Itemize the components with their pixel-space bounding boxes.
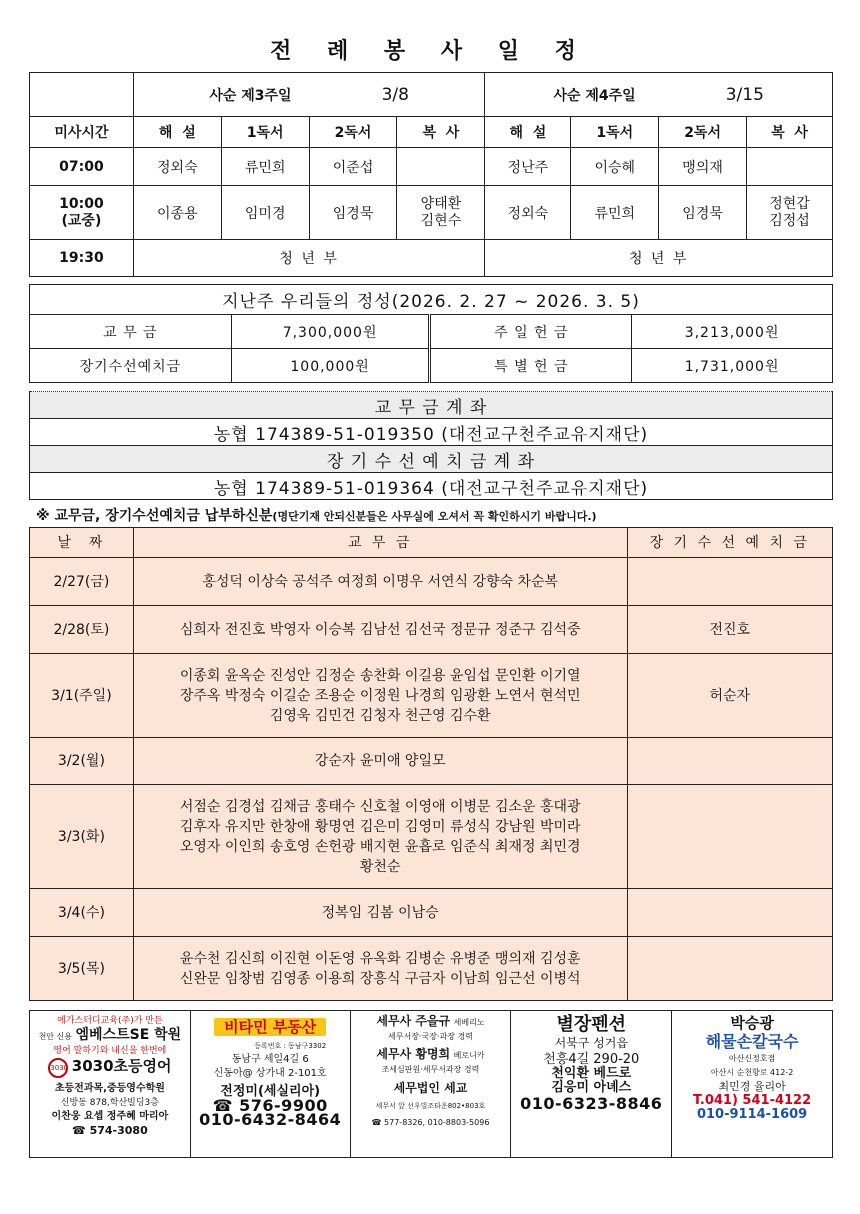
- offering-table: [29, 284, 833, 383]
- role-header: 복 사: [747, 117, 833, 148]
- week2-header: 사순 제4주일 3/15: [485, 73, 833, 117]
- server-cell: 임경묵: [659, 186, 747, 240]
- donation-repair: [627, 785, 832, 889]
- donation-names: 정복임 김봄 이남승: [133, 889, 627, 937]
- ad-restaurant: 박승광 해물손칼국수 아산신정호점 아산시 순천향로 412-2 최민경 율리아 T.041) 541-4122 010-9114-1609: [672, 1011, 833, 1158]
- academy-logo-icon: 3030: [48, 1058, 68, 1078]
- donation-header: 날 짜: [30, 528, 134, 558]
- server-cell: 류민희: [571, 186, 659, 240]
- donation-repair: 허순자: [627, 654, 832, 738]
- ad-tax: 세무사 주을규 세베리노 세무서장·국장·과장 경력 세무사 황명희 베로니카 조세심판원·세무서과장 경력 세무법인 세교 세무서 앞 선우빌조타운802•803호 ☎ 577-8326, 010-8803-5096: [350, 1011, 511, 1158]
- ad-academy: 에가스터디교육(주)가 만든 천안 신용 엠베스트SE 학원 영어 말하기와 내신을 한번에 3030 3030초등영어 초등전과목,중등영수학원 신방동 878,학산빌딩3층 이찬웅 요셉 정주혜 마리아 ☎ 574-3080: [30, 1011, 191, 1158]
- offering-label: 특 별 헌 금: [430, 349, 632, 383]
- week1-header: 사순 제3주일 3/8: [133, 73, 485, 117]
- donation-names: 서점순 김경섭 김채금 홍태수 신호철 이영애 이병문 김소운 홍대광 김후자 유지만 한창애 황명연 김은미 김영미 류성식 강남원 박미라 오영자 이인희 송호영 손헌광 배지현 윤흡로 임준식 최재정 최민경 황천순: [133, 785, 627, 889]
- server-cell: [747, 148, 833, 186]
- donation-date: 3/4(수): [30, 889, 134, 937]
- server-cell: 이종용: [133, 186, 221, 240]
- server-cell: 임경묵: [309, 186, 397, 240]
- ads-table: [29, 1010, 833, 1158]
- server-cell: 정외숙: [485, 186, 571, 240]
- donation-date: 3/3(화): [30, 785, 134, 889]
- role-header: 2독서: [309, 117, 397, 148]
- server-cell: 청 년 부: [133, 240, 485, 277]
- role-header: 1독서: [571, 117, 659, 148]
- server-cell: 정난주: [485, 148, 571, 186]
- donation-repair: [627, 738, 832, 785]
- role-header: 해 설: [133, 117, 221, 148]
- donation-header: 장 기 수 선 예 치 금: [627, 528, 832, 558]
- donation-date: 3/5(목): [30, 937, 134, 1001]
- donation-names: 윤수천 김신희 이진현 이돈영 유옥화 김병순 유병준 맹의재 김성훈 신완문 임창범 김영종 이용희 장흥식 구금자 이남희 임근선 이병석: [133, 937, 627, 1001]
- server-cell: 청 년 부: [485, 240, 833, 277]
- donation-repair: 전진호: [627, 606, 832, 654]
- donation-names: 이종회 윤옥순 진성안 김정순 송찬화 이길용 윤임섭 문인환 이기열 장주옥 박정숙 이길순 조용순 이정원 나경희 임광환 노연서 현석민 김영욱 김민건 김청자 천근영 김수환: [133, 654, 627, 738]
- ad-realestate: 비타민 부동산 등록번호 : 동남구3302 동남구 세일4길 6 신동아@ 상가내 2-101호 전정미(세실리아) ☎ 576-9900 010-6432-8464: [190, 1011, 350, 1158]
- server-cell: 이준섭: [309, 148, 397, 186]
- donation-date: 2/28(토): [30, 606, 134, 654]
- offering-label: 주 일 헌 금: [430, 315, 632, 349]
- corner-cell: [30, 73, 134, 117]
- donation-repair: [627, 937, 832, 1001]
- server-cell: 이승혜: [571, 148, 659, 186]
- liturgy-schedule-table: [29, 72, 833, 277]
- donation-names: 홍성덕 이상숙 공석주 여정희 이명우 서연식 강향숙 차순복: [133, 558, 627, 606]
- offering-value: 1,731,000원: [632, 349, 833, 383]
- server-cell: 임미경: [221, 186, 309, 240]
- mass-time-header: 미사시간: [30, 117, 134, 148]
- donation-names: 심희자 전진호 박영자 이승복 김남선 김선국 정문규 정준구 김석중: [133, 606, 627, 654]
- server-cell: 정현갑 김정섭: [747, 186, 833, 240]
- server-cell: 류민희: [221, 148, 309, 186]
- role-header: 복 사: [397, 117, 485, 148]
- offering-value: 100,000원: [231, 349, 430, 383]
- account-title: 장 기 수 선 예 치 금 계 좌: [30, 446, 833, 473]
- server-cell: [397, 148, 485, 186]
- donation-header: 교 무 금: [133, 528, 627, 558]
- offering-label: 장기수선예치금: [30, 349, 232, 383]
- account-number: 농협 174389-51-019364 (대전교구천주교유지재단): [30, 473, 833, 500]
- donation-notice: ※ 교무금, 장기수선예치금 납부하신분(명단기재 안되신분들은 사무실에 오셔서 꼭 확인하시기 바랍니다.): [36, 508, 597, 524]
- mass-time: 07:00: [30, 148, 134, 186]
- offering-value: 3,213,000원: [632, 315, 833, 349]
- offering-value: 7,300,000원: [231, 315, 430, 349]
- donation-date: 3/2(월): [30, 738, 134, 785]
- server-cell: 정외숙: [133, 148, 221, 186]
- role-header: 2독서: [659, 117, 747, 148]
- account-number: 농협 174389-51-019350 (대전교구천주교유지재단): [30, 419, 833, 446]
- donation-repair: [627, 558, 832, 606]
- account-table: [29, 391, 833, 500]
- donation-table: [29, 527, 833, 1001]
- ad-pension: 별장펜션 서북구 성거읍 천흥4길 290-20 천익환 베드로 김응미 아녜스 010-6323-8846: [511, 1011, 672, 1158]
- donation-repair: [627, 889, 832, 937]
- mass-time: 10:00 (교중): [30, 186, 134, 240]
- mass-time: 19:30: [30, 240, 134, 277]
- role-header: 해 설: [485, 117, 571, 148]
- page-title: 전 례 봉 사 일 정: [270, 39, 590, 64]
- donation-names: 강순자 윤미애 양일모: [133, 738, 627, 785]
- role-header: 1독서: [221, 117, 309, 148]
- server-cell: 맹의재: [659, 148, 747, 186]
- donation-date: 3/1(주일): [30, 654, 134, 738]
- offering-title: 지난주 우리들의 정성(2026. 2. 27 ~ 2026. 3. 5): [30, 285, 833, 315]
- donation-date: 2/27(금): [30, 558, 134, 606]
- offering-label: 교 무 금: [30, 315, 232, 349]
- server-cell: 양태환 김현수: [397, 186, 485, 240]
- account-title: 교 무 금 계 좌: [30, 392, 833, 419]
